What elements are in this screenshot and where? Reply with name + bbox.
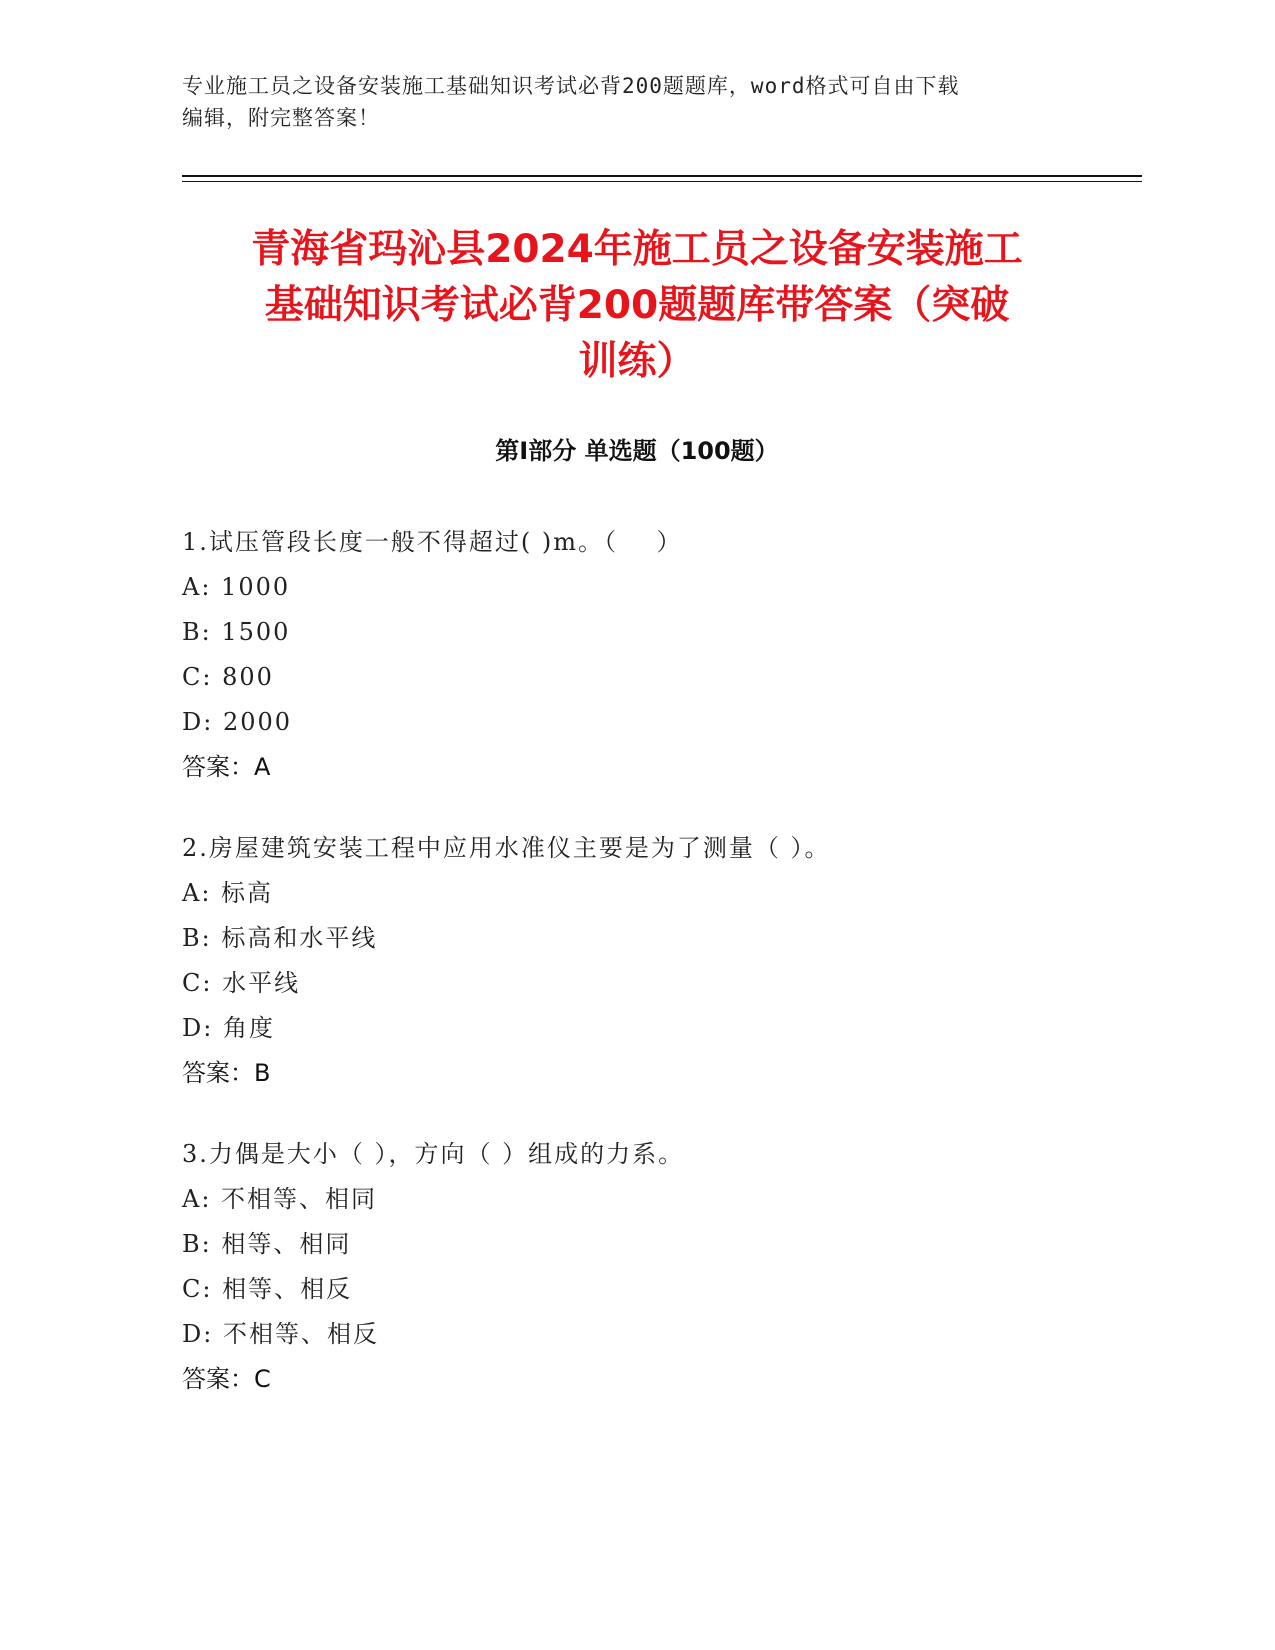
question-stem: 3.力偶是大小（ ），方向（ ）组成的力系。 bbox=[182, 1140, 685, 1168]
option-c: C: 800 bbox=[182, 663, 274, 691]
question-stem: 1.试压管段长度一般不得超过( )m。（ ） bbox=[182, 528, 683, 556]
document-title-line-1: 青海省玛沁县2024年施工员之设备安装施工 bbox=[251, 227, 1023, 272]
section-title: 第I部分 单选题（100题） bbox=[495, 437, 779, 465]
header-divider-thin bbox=[182, 181, 1142, 182]
option-c: C: 相等、相反 bbox=[182, 1275, 353, 1303]
question-stem: 2.房屋建筑安装工程中应用水准仪主要是为了测量（ ）。 bbox=[182, 834, 831, 862]
header-note-line-1: 专业施工员之设备安装施工基础知识考试必背200题题库，word格式可自由下载 bbox=[182, 74, 960, 98]
option-b: B: 标高和水平线 bbox=[182, 924, 378, 952]
option-d: D: 角度 bbox=[182, 1014, 275, 1042]
header-note-line-2: 编辑，附完整答案！ bbox=[182, 106, 380, 130]
document-title-line-2: 基础知识考试必背200题题库带答案（突破 bbox=[264, 283, 1010, 328]
document-title bbox=[182, 222, 1092, 390]
answer: 答案：B bbox=[182, 1059, 271, 1087]
question-2 bbox=[182, 826, 1082, 1096]
option-d: D: 不相等、相反 bbox=[182, 1320, 379, 1348]
option-c: C: 水平线 bbox=[182, 969, 301, 997]
option-a: A: 不相等、相同 bbox=[182, 1185, 378, 1213]
answer: 答案：C bbox=[182, 1365, 271, 1393]
header-note bbox=[182, 70, 1062, 134]
question-3 bbox=[182, 1132, 1082, 1402]
document-title-line-3: 训练） bbox=[578, 339, 696, 384]
option-b: B: 相等、相同 bbox=[182, 1230, 352, 1258]
header-divider-thick bbox=[182, 175, 1142, 177]
option-d: D: 2000 bbox=[182, 708, 293, 736]
option-a: A: 标高 bbox=[182, 879, 274, 907]
option-a: A: 1000 bbox=[182, 573, 291, 601]
option-b: B: 1500 bbox=[182, 618, 291, 646]
answer: 答案：A bbox=[182, 753, 271, 781]
question-1 bbox=[182, 520, 1082, 790]
